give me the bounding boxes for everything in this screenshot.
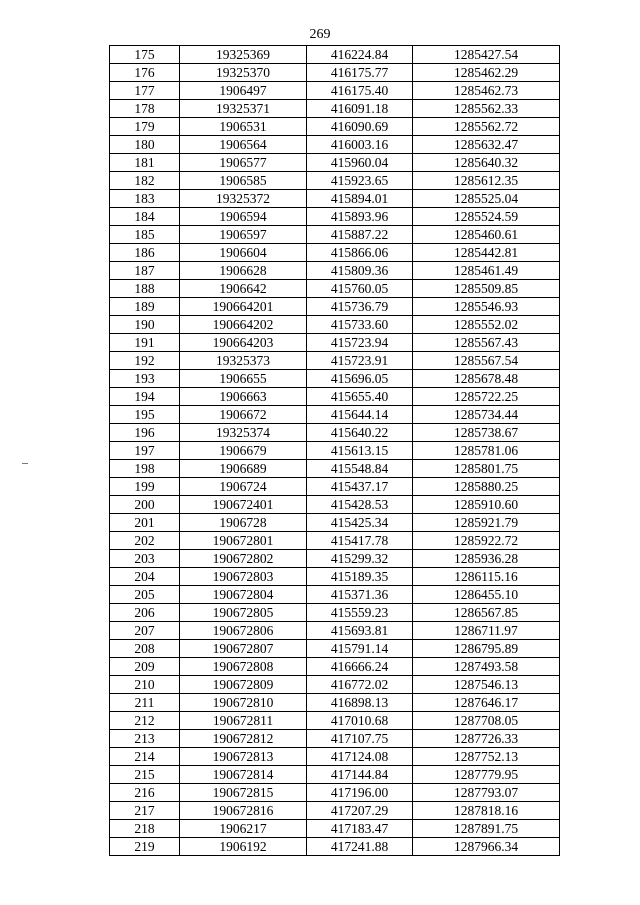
x-coordinate-cell: 415644.14 — [307, 406, 413, 424]
x-coordinate-cell: 415723.91 — [307, 352, 413, 370]
y-coordinate-cell: 1287493.58 — [413, 658, 560, 676]
y-coordinate-cell: 1285880.25 — [413, 478, 560, 496]
table-row — [110, 802, 560, 820]
point-id-cell: 1906217 — [180, 820, 307, 838]
point-number-cell: 212 — [110, 712, 180, 730]
x-coordinate-cell: 416090.69 — [307, 118, 413, 136]
table-row — [110, 460, 560, 478]
table-row — [110, 712, 560, 730]
point-number-cell: 200 — [110, 496, 180, 514]
point-number-cell: 218 — [110, 820, 180, 838]
table-row — [110, 478, 560, 496]
table-row — [110, 280, 560, 298]
point-id-cell: 1906724 — [180, 478, 307, 496]
y-coordinate-cell: 1287966.34 — [413, 838, 560, 856]
point-id-cell: 1906672 — [180, 406, 307, 424]
point-id-cell: 190672813 — [180, 748, 307, 766]
point-id-cell: 190672812 — [180, 730, 307, 748]
y-coordinate-cell: 1285562.72 — [413, 118, 560, 136]
point-id-cell: 190672806 — [180, 622, 307, 640]
y-coordinate-cell: 1286567.85 — [413, 604, 560, 622]
table-row — [110, 406, 560, 424]
point-number-cell: 216 — [110, 784, 180, 802]
point-number-cell: 178 — [110, 100, 180, 118]
y-coordinate-cell: 1287779.95 — [413, 766, 560, 784]
table-row — [110, 226, 560, 244]
y-coordinate-cell: 1287818.16 — [413, 802, 560, 820]
point-id-cell: 1906663 — [180, 388, 307, 406]
x-coordinate-cell: 415696.05 — [307, 370, 413, 388]
point-id-cell: 1906192 — [180, 838, 307, 856]
point-number-cell: 195 — [110, 406, 180, 424]
table-row — [110, 262, 560, 280]
x-coordinate-cell: 416175.77 — [307, 64, 413, 82]
point-id-cell: 190672808 — [180, 658, 307, 676]
x-coordinate-cell: 415299.32 — [307, 550, 413, 568]
point-id-cell: 1906564 — [180, 136, 307, 154]
point-id-cell: 19325371 — [180, 100, 307, 118]
point-id-cell: 190672801 — [180, 532, 307, 550]
x-coordinate-cell: 415640.22 — [307, 424, 413, 442]
y-coordinate-cell: 1285509.85 — [413, 280, 560, 298]
margin-mark — [22, 463, 28, 464]
point-number-cell: 202 — [110, 532, 180, 550]
point-number-cell: 201 — [110, 514, 180, 532]
point-number-cell: 192 — [110, 352, 180, 370]
y-coordinate-cell: 1285552.02 — [413, 316, 560, 334]
table-row — [110, 190, 560, 208]
x-coordinate-cell: 415894.01 — [307, 190, 413, 208]
point-id-cell: 19325373 — [180, 352, 307, 370]
x-coordinate-cell: 416224.84 — [307, 46, 413, 64]
x-coordinate-cell: 416091.18 — [307, 100, 413, 118]
x-coordinate-cell: 415893.96 — [307, 208, 413, 226]
y-coordinate-cell: 1287546.13 — [413, 676, 560, 694]
point-id-cell: 1906689 — [180, 460, 307, 478]
point-id-cell: 190672816 — [180, 802, 307, 820]
y-coordinate-cell: 1285801.75 — [413, 460, 560, 478]
point-id-cell: 1906655 — [180, 370, 307, 388]
point-number-cell: 190 — [110, 316, 180, 334]
table-row — [110, 676, 560, 694]
y-coordinate-cell: 1286455.10 — [413, 586, 560, 604]
y-coordinate-cell: 1285910.60 — [413, 496, 560, 514]
y-coordinate-cell: 1287793.07 — [413, 784, 560, 802]
point-number-cell: 204 — [110, 568, 180, 586]
x-coordinate-cell: 415428.53 — [307, 496, 413, 514]
table-row — [110, 532, 560, 550]
x-coordinate-cell: 416772.02 — [307, 676, 413, 694]
point-id-cell: 190664203 — [180, 334, 307, 352]
point-id-cell: 19325369 — [180, 46, 307, 64]
point-id-cell: 1906728 — [180, 514, 307, 532]
x-coordinate-cell: 415189.35 — [307, 568, 413, 586]
point-number-cell: 206 — [110, 604, 180, 622]
point-number-cell: 184 — [110, 208, 180, 226]
y-coordinate-cell: 1285678.48 — [413, 370, 560, 388]
point-id-cell: 1906604 — [180, 244, 307, 262]
page-number: 269 — [309, 27, 331, 42]
y-coordinate-cell: 1285632.47 — [413, 136, 560, 154]
y-coordinate-cell: 1285462.73 — [413, 82, 560, 100]
point-number-cell: 219 — [110, 838, 180, 856]
y-coordinate-cell: 1285612.35 — [413, 172, 560, 190]
point-number-cell: 182 — [110, 172, 180, 190]
x-coordinate-cell: 417144.84 — [307, 766, 413, 784]
table-row — [110, 316, 560, 334]
y-coordinate-cell: 1285921.79 — [413, 514, 560, 532]
point-number-cell: 203 — [110, 550, 180, 568]
table-row — [110, 658, 560, 676]
y-coordinate-cell: 1285427.54 — [413, 46, 560, 64]
point-id-cell: 1906597 — [180, 226, 307, 244]
point-id-cell: 190664202 — [180, 316, 307, 334]
x-coordinate-cell: 417010.68 — [307, 712, 413, 730]
point-id-cell: 190672810 — [180, 694, 307, 712]
x-coordinate-cell: 415655.40 — [307, 388, 413, 406]
point-id-cell: 190664201 — [180, 298, 307, 316]
x-coordinate-cell: 417124.08 — [307, 748, 413, 766]
table-row — [110, 82, 560, 100]
point-id-cell: 190672814 — [180, 766, 307, 784]
point-number-cell: 208 — [110, 640, 180, 658]
point-number-cell: 193 — [110, 370, 180, 388]
point-number-cell: 191 — [110, 334, 180, 352]
y-coordinate-cell: 1285936.28 — [413, 550, 560, 568]
point-number-cell: 187 — [110, 262, 180, 280]
point-number-cell: 210 — [110, 676, 180, 694]
table-row — [110, 370, 560, 388]
point-number-cell: 211 — [110, 694, 180, 712]
point-number-cell: 188 — [110, 280, 180, 298]
x-coordinate-cell: 415733.60 — [307, 316, 413, 334]
y-coordinate-cell: 1285567.43 — [413, 334, 560, 352]
table-row — [110, 604, 560, 622]
table-row — [110, 640, 560, 658]
x-coordinate-cell: 417107.75 — [307, 730, 413, 748]
y-coordinate-cell: 1285722.25 — [413, 388, 560, 406]
point-id-cell: 19325370 — [180, 64, 307, 82]
point-id-cell: 190672809 — [180, 676, 307, 694]
point-number-cell: 214 — [110, 748, 180, 766]
x-coordinate-cell: 417183.47 — [307, 820, 413, 838]
table-row — [110, 514, 560, 532]
table-row — [110, 334, 560, 352]
x-coordinate-cell: 415809.36 — [307, 262, 413, 280]
table-row — [110, 442, 560, 460]
table-row — [110, 298, 560, 316]
x-coordinate-cell: 416175.40 — [307, 82, 413, 100]
x-coordinate-cell: 416898.13 — [307, 694, 413, 712]
y-coordinate-cell: 1287752.13 — [413, 748, 560, 766]
x-coordinate-cell: 415723.94 — [307, 334, 413, 352]
table-body — [110, 46, 560, 856]
point-number-cell: 196 — [110, 424, 180, 442]
x-coordinate-cell: 415437.17 — [307, 478, 413, 496]
y-coordinate-cell: 1285524.59 — [413, 208, 560, 226]
point-id-cell: 1906679 — [180, 442, 307, 460]
table-row — [110, 208, 560, 226]
y-coordinate-cell: 1285461.49 — [413, 262, 560, 280]
point-number-cell: 175 — [110, 46, 180, 64]
y-coordinate-cell: 1285460.61 — [413, 226, 560, 244]
point-number-cell: 207 — [110, 622, 180, 640]
x-coordinate-cell: 417241.88 — [307, 838, 413, 856]
point-number-cell: 185 — [110, 226, 180, 244]
point-number-cell: 205 — [110, 586, 180, 604]
table-row — [110, 118, 560, 136]
point-id-cell: 190672802 — [180, 550, 307, 568]
table-row — [110, 838, 560, 856]
y-coordinate-cell: 1285922.72 — [413, 532, 560, 550]
x-coordinate-cell: 415371.36 — [307, 586, 413, 604]
x-coordinate-cell: 415613.15 — [307, 442, 413, 460]
point-id-cell: 190672804 — [180, 586, 307, 604]
x-coordinate-cell: 415760.05 — [307, 280, 413, 298]
y-coordinate-cell: 1285781.06 — [413, 442, 560, 460]
point-id-cell: 190672805 — [180, 604, 307, 622]
point-id-cell: 190672811 — [180, 712, 307, 730]
table-row — [110, 766, 560, 784]
point-id-cell: 1906628 — [180, 262, 307, 280]
point-number-cell: 213 — [110, 730, 180, 748]
table-row — [110, 64, 560, 82]
x-coordinate-cell: 415887.22 — [307, 226, 413, 244]
point-id-cell: 190672807 — [180, 640, 307, 658]
point-number-cell: 177 — [110, 82, 180, 100]
table-row — [110, 784, 560, 802]
x-coordinate-cell: 416003.16 — [307, 136, 413, 154]
table-row — [110, 748, 560, 766]
y-coordinate-cell: 1287708.05 — [413, 712, 560, 730]
table-row — [110, 568, 560, 586]
y-coordinate-cell: 1285738.67 — [413, 424, 560, 442]
table-row — [110, 244, 560, 262]
point-id-cell: 1906585 — [180, 172, 307, 190]
x-coordinate-cell: 415693.81 — [307, 622, 413, 640]
point-number-cell: 186 — [110, 244, 180, 262]
point-number-cell: 199 — [110, 478, 180, 496]
y-coordinate-cell: 1287726.33 — [413, 730, 560, 748]
x-coordinate-cell: 415736.79 — [307, 298, 413, 316]
y-coordinate-cell: 1286795.89 — [413, 640, 560, 658]
y-coordinate-cell: 1287891.75 — [413, 820, 560, 838]
y-coordinate-cell: 1286115.16 — [413, 568, 560, 586]
point-id-cell: 1906594 — [180, 208, 307, 226]
point-number-cell: 197 — [110, 442, 180, 460]
y-coordinate-cell: 1285567.54 — [413, 352, 560, 370]
table-row — [110, 820, 560, 838]
point-id-cell: 190672803 — [180, 568, 307, 586]
table-row — [110, 730, 560, 748]
point-id-cell: 19325374 — [180, 424, 307, 442]
point-number-cell: 194 — [110, 388, 180, 406]
point-id-cell: 1906531 — [180, 118, 307, 136]
point-id-cell: 1906577 — [180, 154, 307, 172]
coordinates-table — [109, 45, 560, 856]
x-coordinate-cell: 415559.23 — [307, 604, 413, 622]
x-coordinate-cell: 417196.00 — [307, 784, 413, 802]
point-number-cell: 181 — [110, 154, 180, 172]
point-id-cell: 19325372 — [180, 190, 307, 208]
point-id-cell: 190672401 — [180, 496, 307, 514]
table-row — [110, 100, 560, 118]
y-coordinate-cell: 1287646.17 — [413, 694, 560, 712]
point-id-cell: 1906497 — [180, 82, 307, 100]
point-number-cell: 189 — [110, 298, 180, 316]
table-row — [110, 424, 560, 442]
table-row — [110, 352, 560, 370]
y-coordinate-cell: 1285525.04 — [413, 190, 560, 208]
point-number-cell: 180 — [110, 136, 180, 154]
x-coordinate-cell: 415548.84 — [307, 460, 413, 478]
table-row — [110, 550, 560, 568]
point-id-cell: 190672815 — [180, 784, 307, 802]
y-coordinate-cell: 1285462.29 — [413, 64, 560, 82]
point-number-cell: 179 — [110, 118, 180, 136]
point-number-cell: 217 — [110, 802, 180, 820]
y-coordinate-cell: 1285562.33 — [413, 100, 560, 118]
x-coordinate-cell: 417207.29 — [307, 802, 413, 820]
table-row — [110, 496, 560, 514]
table-row — [110, 172, 560, 190]
point-number-cell: 176 — [110, 64, 180, 82]
point-number-cell: 183 — [110, 190, 180, 208]
point-number-cell: 198 — [110, 460, 180, 478]
x-coordinate-cell: 415425.34 — [307, 514, 413, 532]
x-coordinate-cell: 415923.65 — [307, 172, 413, 190]
table-row — [110, 46, 560, 64]
point-id-cell: 1906642 — [180, 280, 307, 298]
y-coordinate-cell: 1285546.93 — [413, 298, 560, 316]
y-coordinate-cell: 1286711.97 — [413, 622, 560, 640]
table-row — [110, 586, 560, 604]
y-coordinate-cell: 1285640.32 — [413, 154, 560, 172]
table-row — [110, 136, 560, 154]
x-coordinate-cell: 415866.06 — [307, 244, 413, 262]
x-coordinate-cell: 415960.04 — [307, 154, 413, 172]
point-number-cell: 209 — [110, 658, 180, 676]
table-row — [110, 154, 560, 172]
point-number-cell: 215 — [110, 766, 180, 784]
x-coordinate-cell: 415417.78 — [307, 532, 413, 550]
y-coordinate-cell: 1285734.44 — [413, 406, 560, 424]
table-row — [110, 694, 560, 712]
y-coordinate-cell: 1285442.81 — [413, 244, 560, 262]
x-coordinate-cell: 415791.14 — [307, 640, 413, 658]
table-row — [110, 388, 560, 406]
table-row — [110, 622, 560, 640]
x-coordinate-cell: 416666.24 — [307, 658, 413, 676]
